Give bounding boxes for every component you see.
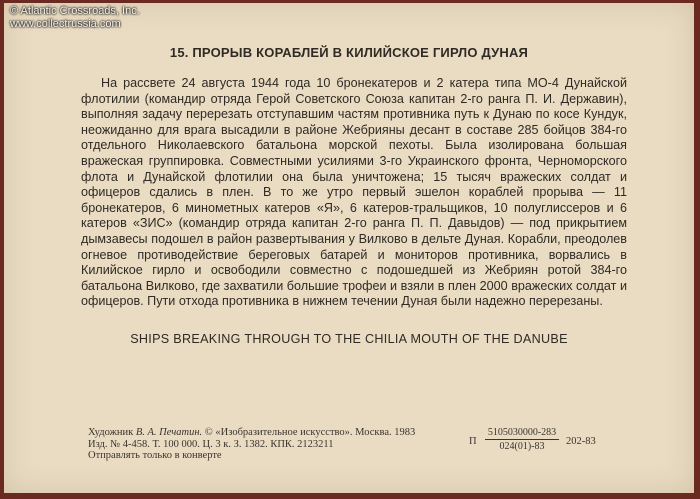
publisher: © «Изобразительное искусство». Москва. 1983 [204,427,416,438]
english-title: SHIPS BREAKING THROUGH TO THE CHILIA MOUTH OF THE DANUBE [130,332,568,346]
catalog-prefix: П [469,436,477,447]
watermark [10,5,140,31]
catalog-fraction [485,427,559,452]
artist-label: Художник [88,427,134,438]
artist-name: В. А. Печатин. [135,427,203,438]
watermark-url: www.collectrussia.com [10,18,121,30]
publication-credits [88,427,415,462]
credits-line-1 [88,427,415,439]
description-text [81,76,627,310]
watermark-copyright: © Atlantic Crossroads, Inc. [10,5,140,17]
page-title: 15. ПРОРЫВ КОРАБЛЕЙ В КИЛИЙСКОЕ ГИРЛО ДУНАЯ [169,45,529,60]
catalog-denominator: 024(01)-83 [499,441,545,452]
description-paragraph: На рассвете 24 августа 1944 года 10 бронекатеров и 2 катера типа МО-4 Дунайской флотилии (командир отряда Герой Советского Союза капитан 2-го ранга П. И. Державин), выполняя задачу перерезать отступавшим частям противника путь к Дунаю по косе Кундук, неожиданно для врага высадили в районе Жебрияны десант в составе 285 бойцов 384-го отдельного Николаевского батальона морской пехоты. Была изолирована большая вражеская группировка. Совместными усилиями 3-го Украинского фронта, Черноморского флота и Дунайской флотилии она была уничтожена; 15 тысяч вражеских солдат и офицеров сдались в плен. В то же утро первый эшелон кораблей прорыва — 11 бронекатеров, 6 минометных катеров «Я», 6 катеров-тральщиков, 10 полуглиссеров и 6 катеров «ЗИС» (командир отряда капитан 2-го ранга П. П. Давыдов) — под прикрытием дымзавесы подошел в район развертывания у Вилково в дельте Дуная. Корабли, преодолев огневое противодействие береговых батарей и мониторов противника, ворвались в Килийское гирло и освободили совместно с подошедшей из Жебриян ротой 384-го батальона Вилково, где захватили большие трофеи и взяли в плен 2000 вражеских солдат и офицеров. Пути отхода противника в нижнем течении Дуная были надежно перерезаны. [81,76,627,309]
postcard-back [4,3,694,493]
credits-line-3: Отправлять только в конверте [88,450,222,461]
credits-line-2: Изд. № 4-458. Т. 100 000. Ц. 3 к. З. 1382. КПК. 2123211 [88,438,334,450]
catalog-numerator: 5105030000-283 [485,427,559,440]
catalog-suffix: 202-83 [566,436,596,447]
